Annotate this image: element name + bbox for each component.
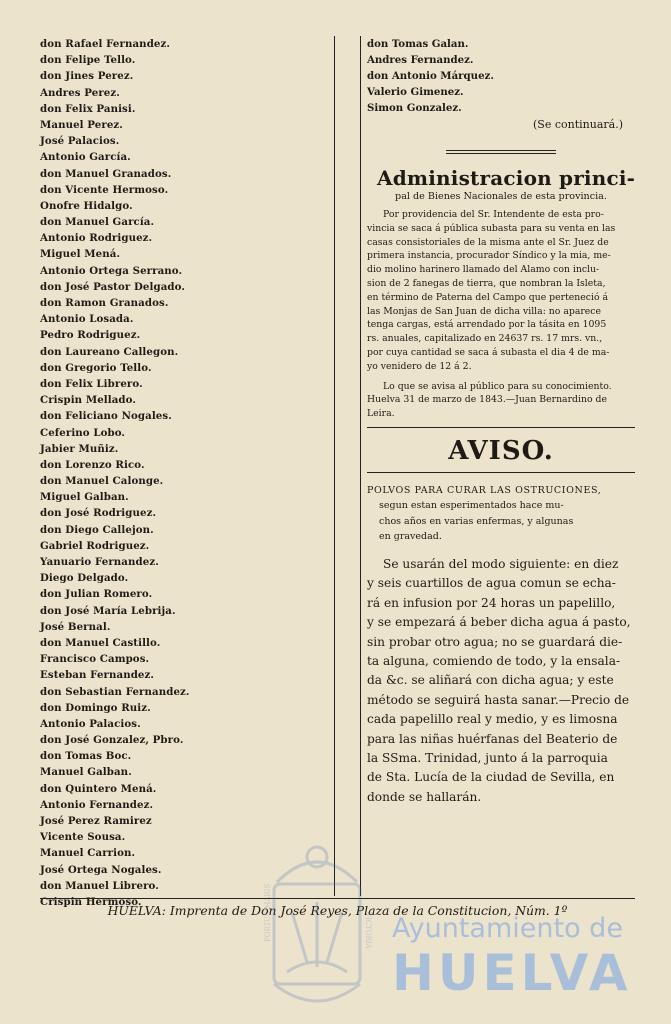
watermark-line1: Ayuntamiento de	[392, 913, 623, 944]
name-entry: don José Gonzalez, Pbro.	[40, 734, 184, 747]
text-line: en gravedad.	[379, 531, 442, 543]
name-entry: Miguel Mená.	[40, 248, 121, 261]
name-entry: Crispin Mellado.	[40, 394, 137, 407]
name-entry: don Manuel Librero.	[40, 879, 159, 892]
seal-left-text: PORTUS MARIS	[264, 883, 272, 942]
text-line: para las niñas huérfanas del Beaterio de	[367, 731, 618, 746]
name-entry: don Lorenzo Rico.	[40, 458, 145, 471]
text-line: de Sta. Lucía de la ciudad de Sevilla, en	[367, 770, 615, 785]
name-entry: Simon Gonzalez.	[367, 102, 462, 114]
name-entry: don Laureano Callegon.	[40, 345, 179, 358]
name-entry: Andres Perez.	[40, 86, 120, 99]
name-entry: Antonio Palacios.	[40, 717, 141, 730]
name-entry: don Tomas Galan.	[367, 38, 469, 50]
name-entry: Antonio Losada.	[40, 313, 134, 326]
admin-heading: Administracion princi-	[377, 166, 636, 190]
name-entry: don José María Lebrija.	[40, 604, 176, 617]
text-line: rá en infusion por 24 horas un papelillo,	[367, 595, 616, 610]
text-line: da &c. se aliñará con dicha agua; y este	[367, 673, 614, 688]
name-entry: Esteban Fernandez.	[40, 669, 155, 682]
text-line: tenga cargas, está arrendado por la tásita en 1095	[367, 319, 607, 331]
text-line: método se seguirá hasta sanar.—Precio de	[367, 692, 630, 707]
text-line: y seis cuartillos de agua comun se echa-	[367, 576, 616, 591]
name-entry: don Gregorio Tello.	[40, 361, 152, 374]
name-entry: don Julian Romero.	[40, 588, 153, 601]
name-entry: don Tomas Boc.	[40, 750, 132, 763]
text-line: yo venidero de 12 á 2.	[367, 360, 472, 372]
seal-right-text: VICTORIA	[364, 912, 372, 949]
name-entry: Crispin Hermoso.	[40, 895, 142, 908]
name-entry: Miguel Galban.	[40, 491, 129, 504]
name-entry: Andres Fernandez.	[367, 54, 474, 66]
name-entry: don Manuel García.	[40, 216, 155, 229]
name-entry: don Felipe Tello.	[40, 54, 136, 67]
name-entry: don Manuel Granados.	[40, 167, 172, 180]
name-entry: don Felix Librero.	[40, 377, 143, 390]
name-entry: don José Pastor Delgado.	[40, 280, 185, 293]
name-entry: Valerio Gimenez.	[367, 86, 464, 98]
section-divider	[446, 150, 556, 154]
name-entry: don Antonio Márquez.	[367, 70, 494, 82]
column-divider-2	[360, 36, 361, 896]
aviso-top-rule	[367, 427, 635, 428]
text-line: sion de 2 fanegas de tierra, que nombran la Isleta,	[367, 277, 606, 289]
right-column	[367, 36, 635, 807]
text-line: POLVOS PARA CURAR LAS OSTRUCIONES,	[367, 484, 602, 496]
name-entry: don Manuel Calonge.	[40, 475, 164, 488]
text-line: Lo que se avisa al público para su conocimiento.	[383, 380, 612, 392]
column-divider	[334, 36, 335, 896]
admin-paragraph	[367, 208, 635, 374]
name-entry: Gabriel Rodriguez.	[40, 539, 150, 552]
name-entry: Manuel Perez.	[40, 118, 123, 131]
name-entry: José Ortega Nogales.	[40, 863, 162, 876]
text-line: las Monjas de San Juan de dicha villa: no aparece	[367, 305, 602, 317]
text-line: la SSma. Trinidad, junto á la parroquia	[367, 751, 608, 766]
continue-note: (Se continuará.)	[533, 118, 623, 131]
name-entry: José Perez Ramirez	[40, 815, 152, 827]
text-line: vincia se saca á pública subasta para su venta en las	[367, 222, 616, 234]
text-line: casas consistoriales de la misma ante el Sr. Juez de	[367, 236, 609, 248]
text-line: Leira.	[367, 408, 395, 420]
text-line: dio molino harinero llamado del Alamo con inclu-	[367, 264, 600, 276]
name-entry: Antonio Fernandez.	[40, 798, 154, 811]
name-entry: José Bernal.	[40, 620, 111, 633]
names-column	[40, 36, 325, 910]
name-entry: don José Rodriguez.	[40, 507, 157, 520]
name-entry: Antonio Rodriguez.	[40, 232, 153, 245]
text-line: primera instancia, procurador Síndico y la mia, me-	[367, 250, 611, 262]
name-entry: Manuel Carrion.	[40, 847, 136, 860]
name-entry: don Ramon Granados.	[40, 297, 169, 309]
name-entry: Vicente Sousa.	[40, 831, 126, 844]
text-line: rs. anuales, capitalizado en 24637 rs. 17 mrs. vn.,	[367, 333, 603, 345]
text-line: Huelva 31 de marzo de 1843.—Juan Bernardino de	[367, 394, 607, 406]
name-entry: don Domingo Ruiz.	[40, 701, 151, 714]
right-names-list	[367, 36, 635, 116]
text-line: en término de Paterna del Campo que perteneció á	[367, 291, 609, 303]
admin-subheading: pal de Bienes Nacionales de esta provincia.	[395, 191, 607, 202]
text-line: Por providencia del Sr. Intendente de esta pro-	[383, 209, 604, 220]
aviso-body	[367, 555, 635, 807]
name-entry: Ceferino Lobo.	[40, 426, 126, 439]
name-entry: Manuel Galban.	[40, 766, 132, 779]
name-entry: Diego Delgado.	[40, 572, 129, 585]
aviso-heading: AVISO.	[448, 435, 554, 466]
name-entry: don Rafael Fernandez.	[40, 38, 171, 50]
name-entry: don Sebastian Fernandez.	[40, 685, 190, 698]
text-line: ta alguna, comiendo de todo, y la ensala-	[367, 653, 621, 668]
name-entry: don Vicente Hermoso.	[40, 183, 169, 196]
aviso-bottom-rule	[367, 472, 635, 473]
text-line: sin probar otro agua; no se guardará die-	[367, 634, 623, 649]
text-line: cada papelillo real y medio, y es limosna	[367, 712, 618, 727]
name-entry: Jabier Muñiz.	[40, 442, 119, 455]
name-entry: don Manuel Castillo.	[40, 636, 161, 649]
watermark-line2: HUELVA	[392, 944, 632, 1002]
name-entry: don Diego Callejon.	[40, 523, 154, 536]
admin-closing-paragraph	[367, 380, 635, 421]
name-entry: don Felix Panisi.	[40, 102, 136, 115]
city-seal-watermark-icon	[262, 822, 372, 1018]
name-entry: Antonio Ortega Serrano.	[40, 264, 183, 277]
name-entry: Yanuario Fernandez.	[40, 556, 159, 568]
name-entry: Antonio García.	[40, 151, 131, 164]
name-entry: Onofre Hidalgo.	[40, 199, 133, 212]
name-entry: don Feliciano Nogales.	[40, 410, 172, 423]
text-line: Se usarán del modo siguiente: en diez	[383, 556, 619, 571]
name-entry: don Jines Perez.	[40, 70, 134, 83]
imprint-line: HUELVA: Imprenta de Don José Reyes, Plaza de la Constitucion, Núm. 1º	[107, 903, 568, 918]
text-line: chos años en varias enfermas, y algunas	[379, 515, 574, 527]
text-line: segun estan esperimentados hace mu-	[379, 500, 564, 512]
name-entry: José Palacios.	[40, 135, 120, 148]
name-entry: Francisco Campos.	[40, 653, 150, 666]
name-entry: don Quintero Mená.	[40, 782, 157, 795]
text-line: y se empezará á beber dicha agua á pasto,	[367, 615, 631, 630]
text-line: donde se hallarán.	[367, 789, 482, 804]
name-entry: Pedro Rodriguez.	[40, 329, 141, 342]
aviso-subheading	[367, 483, 635, 545]
text-line: por cuya cantidad se saca á subasta el dia 4 de ma-	[367, 346, 610, 358]
